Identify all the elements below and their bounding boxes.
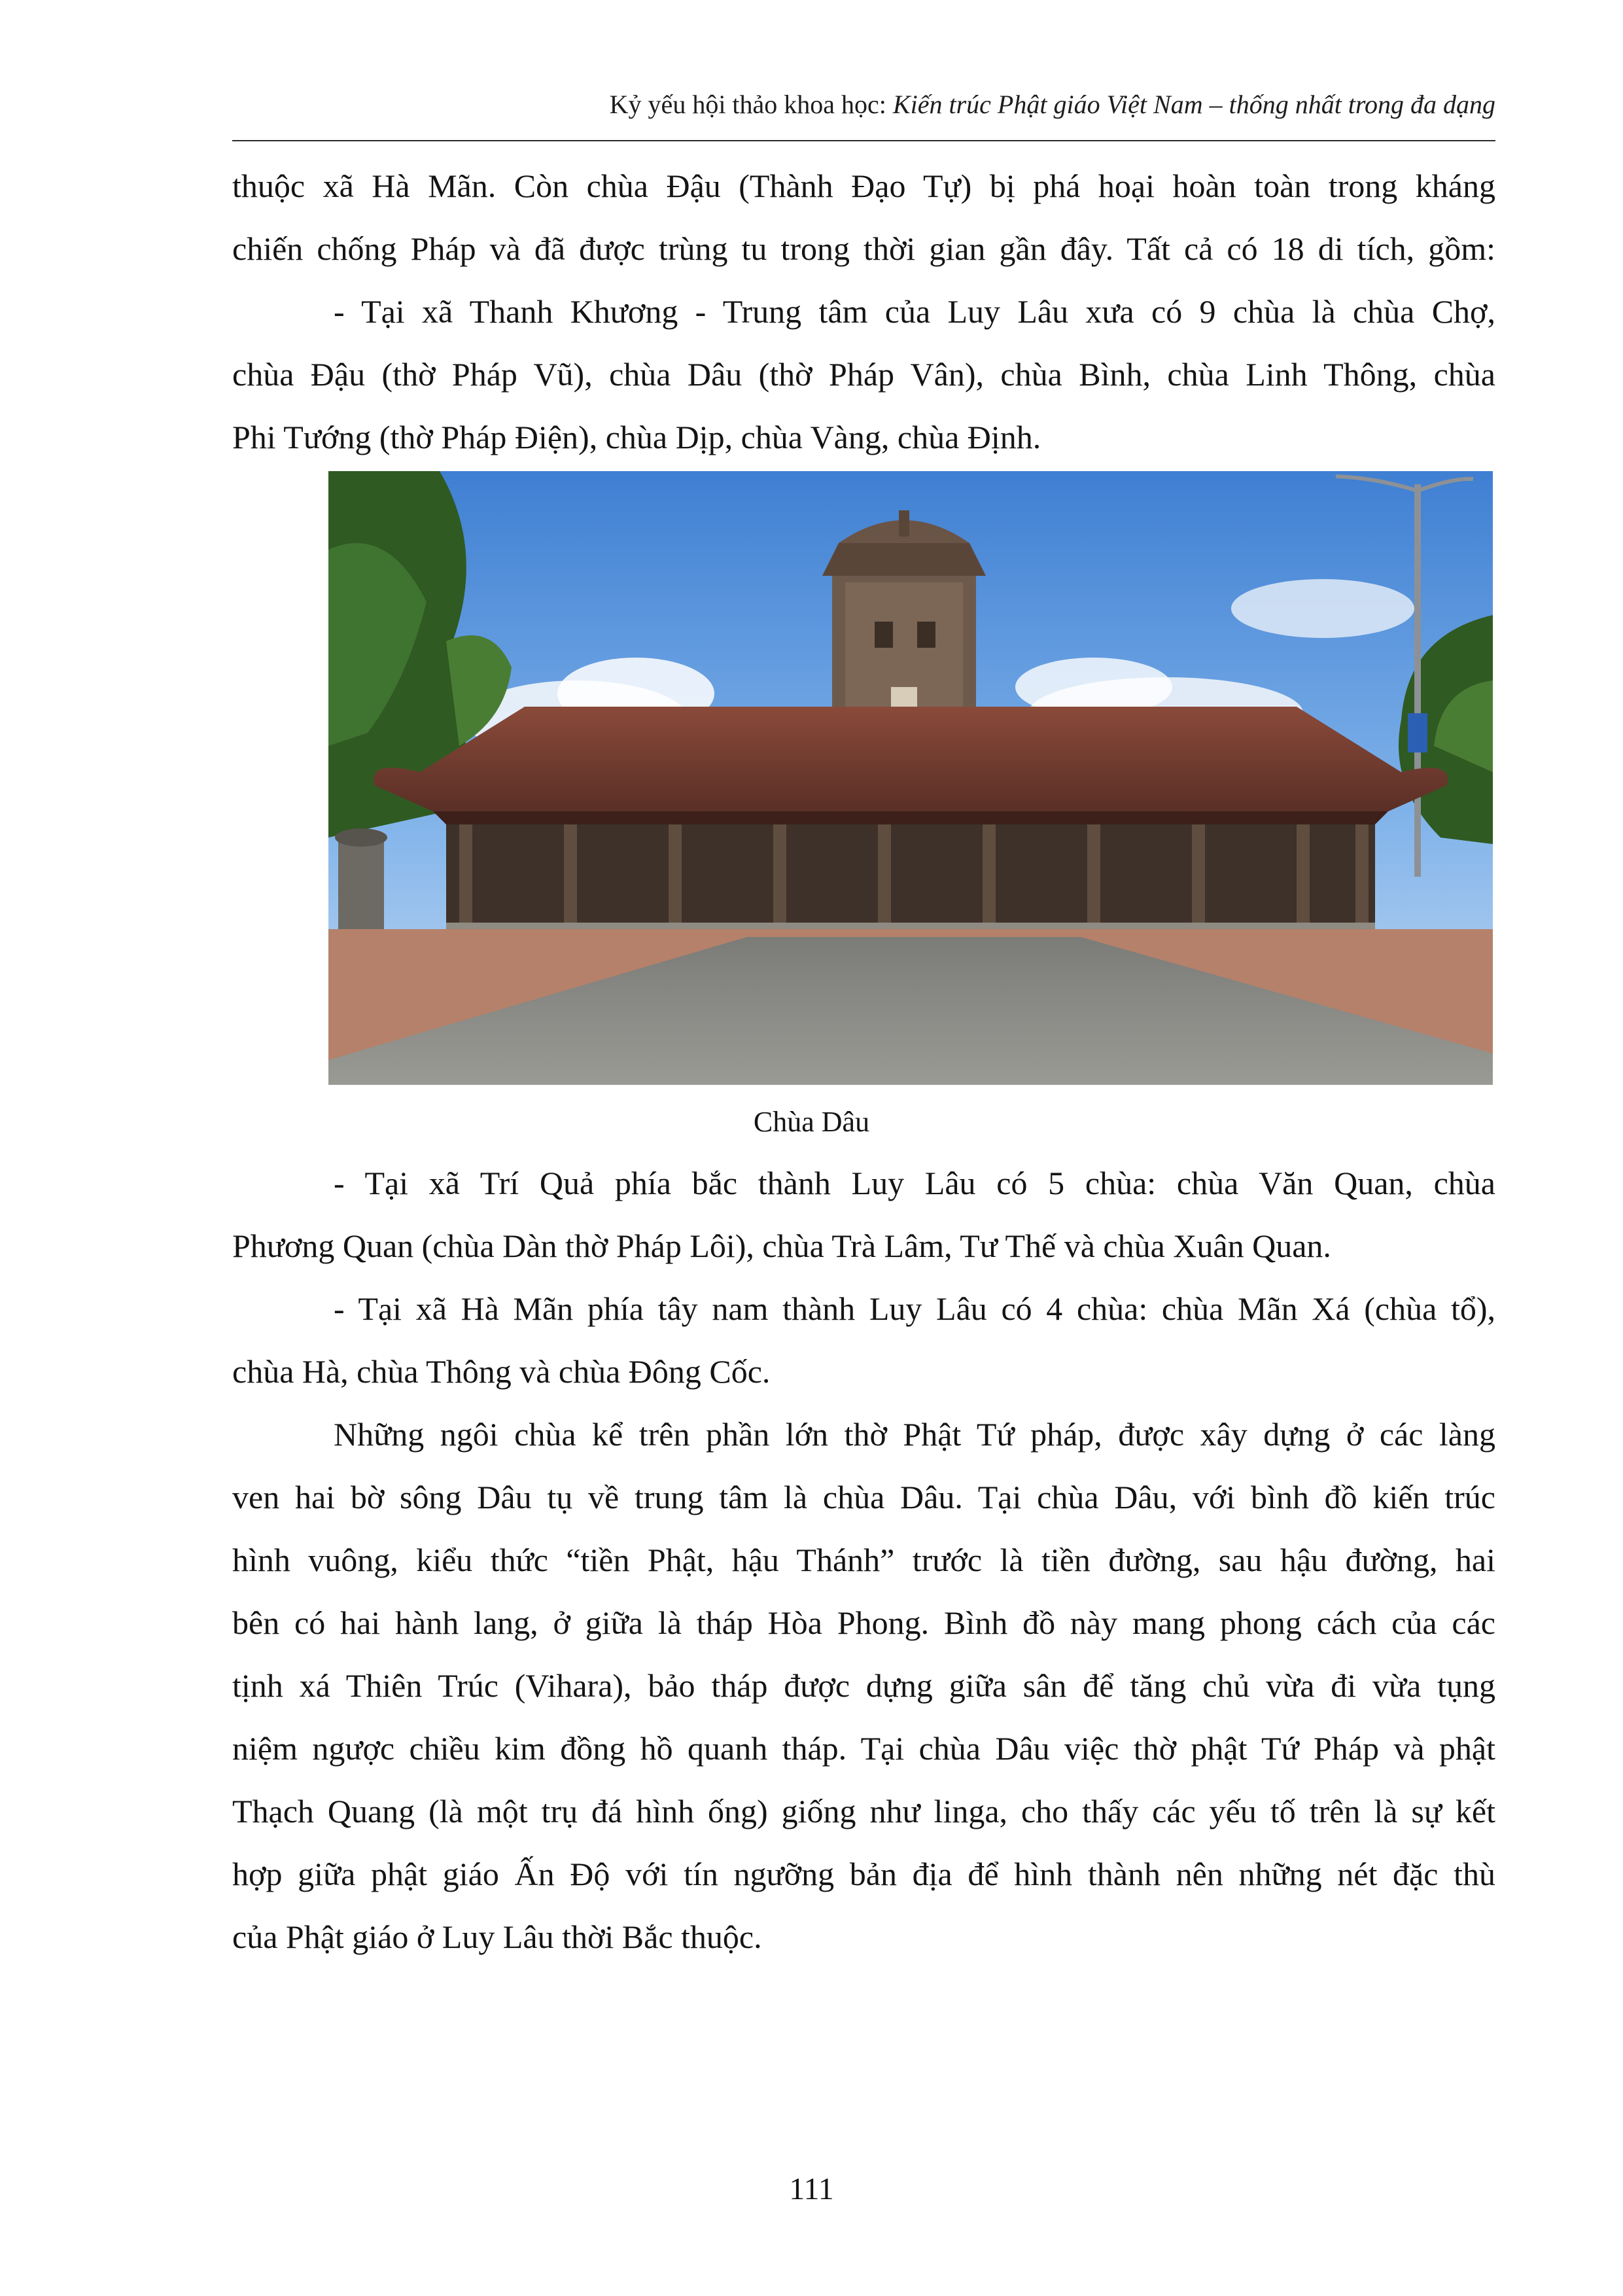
text-line: Phương Quan (chùa Dàn thờ Pháp Lôi), chùa Trà Lâm, Tư Thế và chùa Xuân Quan.: [232, 1227, 1331, 1264]
pagoda-photo: [328, 471, 1493, 1085]
text-line: bên có hai hành lang, ở giữa là tháp Hòa Phong. Bình đồ này mang phong cách của các: [232, 1604, 1495, 1641]
paragraph-tri-qua: [232, 1152, 1495, 1277]
text-line: - Tại xã Trí Quả phía bắc thành Luy Lâu có 5 chùa: chùa Văn Quan, chùa: [334, 1165, 1495, 1201]
text-line: tịnh xá Thiên Trúc (Vihara), bảo tháp được dựng giữa sân để tăng chủ vừa đi vừa tụng: [232, 1667, 1495, 1704]
paragraph-summary: [232, 1403, 1495, 1968]
text-line: chùa Hà, chùa Thông và chùa Đông Cốc.: [232, 1353, 771, 1390]
paragraph-ha-man: [232, 1277, 1495, 1403]
text-line: của Phật giáo ở Luy Lâu thời Bắc thuộc.: [232, 1918, 762, 1955]
page-number: 111: [789, 2172, 834, 2206]
text-line: hợp giữa phật giáo Ấn Độ với tín ngưỡng bản địa để hình thành nên những nét đặc thù: [232, 1856, 1495, 1892]
text-line: - Tại xã Thanh Khương - Trung tâm của Luy Lâu xưa có 9 chùa là chùa Chợ,: [334, 293, 1495, 330]
text-line: chiến chống Pháp và đã được trùng tu trong thời gian gần đây. Tất cả có 18 di tích, gồm:: [232, 230, 1495, 267]
header-title: Kiến trúc Phật giáo Việt Nam – thống nhất trong đa dạng: [892, 90, 1495, 119]
paragraph-thanh-khuong: [232, 280, 1495, 468]
paragraph-continuation: [232, 154, 1495, 280]
text-line: ven hai bờ sông Dâu tụ về trung tâm là chùa Dâu. Tại chùa Dâu, với bình đồ kiến trúc: [232, 1479, 1495, 1515]
header-rule: [232, 140, 1495, 141]
running-header: [610, 92, 1495, 118]
text-line: hình vuông, kiểu thức “tiền Phật, hậu Thánh” trước là tiền đường, sau hậu đường, hai: [232, 1542, 1495, 1578]
text-line: Phi Tướng (thờ Pháp Điện), chùa Dịp, chùa Vàng, chùa Định.: [232, 419, 1041, 455]
text-line: - Tại xã Hà Mãn phía tây nam thành Luy Lâu có 4 chùa: chùa Mãn Xá (chùa tổ),: [334, 1290, 1495, 1327]
text-line: niệm ngược chiều kim đồng hồ quanh tháp. Tại chùa Dâu việc thờ phật Tứ Pháp và phật: [232, 1730, 1495, 1767]
text-line: chùa Đậu (thờ Pháp Vũ), chùa Dâu (thờ Pháp Vân), chùa Bình, chùa Linh Thông, chùa: [232, 356, 1495, 393]
text-line: Những ngôi chùa kể trên phần lớn thờ Phật Tứ pháp, được xây dựng ở các làng: [334, 1416, 1495, 1453]
header-prefix: Kỷ yếu hội thảo khoa học:: [609, 90, 893, 119]
text-line: thuộc xã Hà Mãn. Còn chùa Đậu (Thành Đạo Tự) bị phá hoại hoàn toàn trong kháng: [232, 168, 1495, 204]
text-line: Thạch Quang (là một trụ đá hình ống) giống như linga, cho thấy các yếu tố trên là sự kết: [232, 1793, 1495, 1829]
figure-caption: Chùa Dâu: [753, 1106, 870, 1138]
